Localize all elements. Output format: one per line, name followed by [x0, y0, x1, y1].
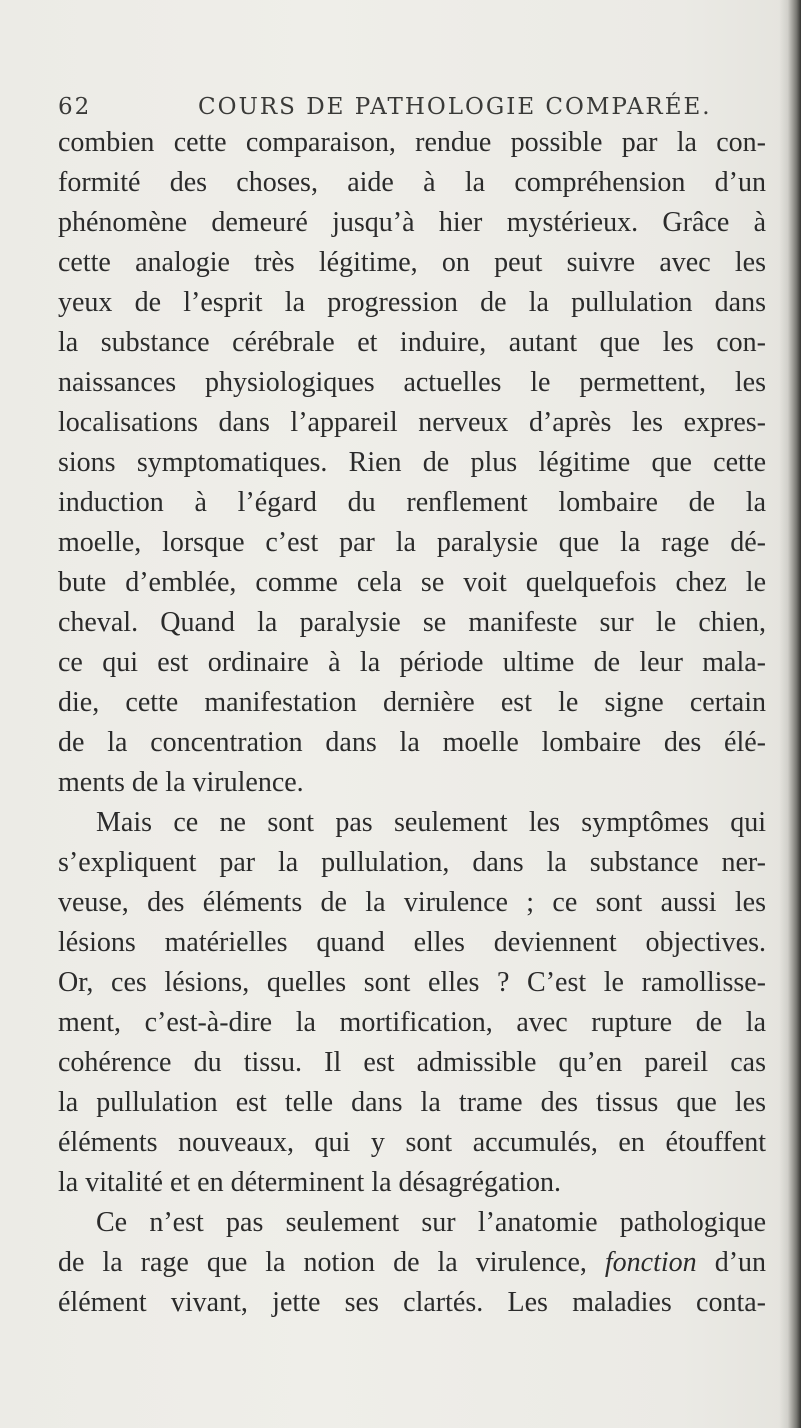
text-line: localisations dans l’appareil nerveux d’après les expres- [58, 407, 766, 438]
text-line: Mais ce ne sont pas seulement les symptômes qui [96, 807, 766, 838]
text-line: la pullulation est telle dans la trame des tissus que les [58, 1087, 766, 1118]
text-line: ment, c’est-à-dire la mortification, avec rupture de la [58, 1007, 766, 1038]
text-line: Ce n’est pas seulement sur l’anatomie pathologique [96, 1207, 766, 1238]
text-line: cette analogie très légitime, on peut suivre avec les [58, 247, 766, 278]
text-line: Or, ces lésions, quelles sont elles ? C’est le ramollisse- [58, 967, 766, 998]
text-line: ce qui est ordinaire à la période ultime de leur mala- [58, 647, 766, 678]
text-line: ments de la virulence. [58, 767, 304, 798]
text-line: veuse, des éléments de la virulence ; ce sont aussi les [58, 887, 766, 918]
text-line: éléments nouveaux, qui y sont accumulés, en étouffent [58, 1127, 766, 1158]
italic-word: fonction [604, 1247, 697, 1278]
text-line: cohérence du tissu. Il est admissible qu’en pareil cas [58, 1047, 766, 1078]
text-line: bute d’emblée, comme cela se voit quelquefois chez le [58, 567, 766, 598]
page-header [58, 94, 758, 128]
text-line: lésions matérielles quand elles deviennent objectives. [58, 927, 766, 958]
text-line: induction à l’égard du renflement lombaire de la [58, 487, 766, 518]
text-line: combien cette comparaison, rendue possible par la con- [58, 127, 766, 158]
text-line: de la concentration dans la moelle lombaire des élé- [58, 727, 766, 758]
page-number: 62 [58, 94, 92, 120]
text-line: naissances physiologiques actuelles le permettent, les [58, 367, 766, 398]
text-segment: de la rage que la notion de la virulence, [58, 1247, 587, 1278]
text-line: sions symptomatiques. Rien de plus légitime que cette [58, 447, 766, 478]
text-line: cheval. Quand la paralysie se manifeste sur le chien, [58, 607, 766, 638]
text-line: élément vivant, jette ses clartés. Les maladies conta- [58, 1287, 766, 1318]
text-line: moelle, lorsque c’est par la paralysie que la rage dé- [58, 527, 766, 558]
page-edge-shadow [779, 0, 801, 1428]
text-line: la vitalité et en déterminent la désagrégation. [58, 1167, 562, 1198]
text-line: yeux de l’esprit la progression de la pullulation dans [58, 287, 766, 318]
text-line: die, cette manifestation dernière est le signe certain [58, 687, 766, 718]
text-segment: d’un [714, 1247, 767, 1278]
text-line: phénomène demeuré jusqu’à hier mystérieux. Grâce à [58, 207, 766, 238]
text-line: s’expliquent par la pullulation, dans la substance ner- [58, 847, 766, 878]
text-line-with-italic [58, 1245, 766, 1285]
running-title: COURS DE PATHOLOGIE COMPARÉE. [198, 94, 712, 120]
text-line: la substance cérébrale et induire, autant que les con- [58, 327, 766, 358]
text-line: formité des choses, aide à la compréhension d’un [58, 167, 766, 198]
